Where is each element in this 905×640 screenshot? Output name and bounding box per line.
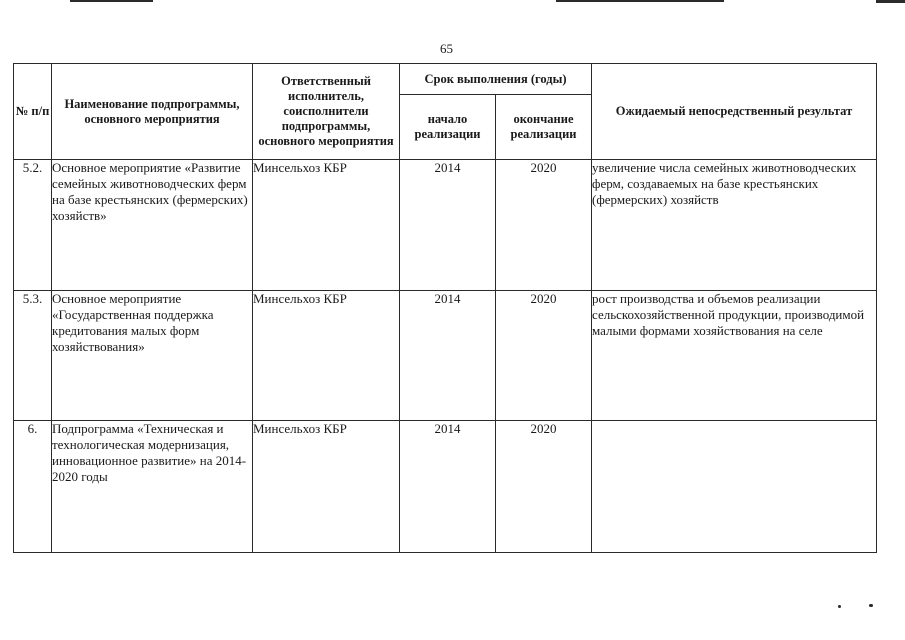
row-number: 5.3. [14, 291, 52, 421]
row-end-year: 2020 [496, 420, 592, 552]
scan-edge-mark [556, 0, 724, 2]
row-start-year: 2014 [400, 291, 496, 421]
row-name: Основное мероприятие «Государственная поддержка кредитования малых форм хозяйствования» [52, 291, 253, 421]
row-result: рост производства и объемов реализации сельскохозяйственной продукции, производимой малыми формами хозяйствования на селе [592, 291, 877, 421]
row-responsible: Минсельхоз КБР [253, 420, 400, 552]
header-end: окончание реализации [496, 95, 592, 160]
header-result: Ожидаемый непосредственный результат [592, 64, 877, 160]
scan-edge-mark [70, 0, 153, 2]
table-row [14, 160, 877, 291]
row-responsible: Минсельхоз КБР [253, 291, 400, 421]
scan-edge-mark [876, 0, 905, 3]
row-name: Основное мероприятие «Развитие семейных животноводческих ферм на базе крестьянских (фермерских) хозяйств» [52, 160, 253, 291]
program-table [13, 63, 877, 553]
header-num: № п/п [14, 64, 52, 160]
row-name: Подпрограмма «Техническая и технологическая модернизация, инновационное развитие» на 2014-2020 годы [52, 420, 253, 552]
row-number: 5.2. [14, 160, 52, 291]
header-name: Наименование подпрограммы, основного мероприятия [52, 64, 253, 160]
row-number: 6. [14, 420, 52, 552]
row-result [592, 420, 877, 552]
page-number: 65 [440, 41, 453, 56]
scan-speck [869, 604, 873, 607]
scan-speck [838, 605, 841, 608]
row-result: увеличение числа семейных животноводческих ферм, создаваемых на базе крестьянских (фермерских) хозяйств [592, 160, 877, 291]
row-end-year: 2020 [496, 160, 592, 291]
row-start-year: 2014 [400, 160, 496, 291]
row-end-year: 2020 [496, 291, 592, 421]
header-responsible: Ответственный исполнитель, соисполнители подпрограммы, основного мероприятия [253, 64, 400, 160]
header-term: Срок выполнения (годы) [400, 64, 592, 95]
table-row [14, 291, 877, 421]
header-row [14, 64, 877, 95]
row-responsible: Минсельхоз КБР [253, 160, 400, 291]
row-start-year: 2014 [400, 420, 496, 552]
table-row [14, 420, 877, 552]
header-start: начало реализации [400, 95, 496, 160]
